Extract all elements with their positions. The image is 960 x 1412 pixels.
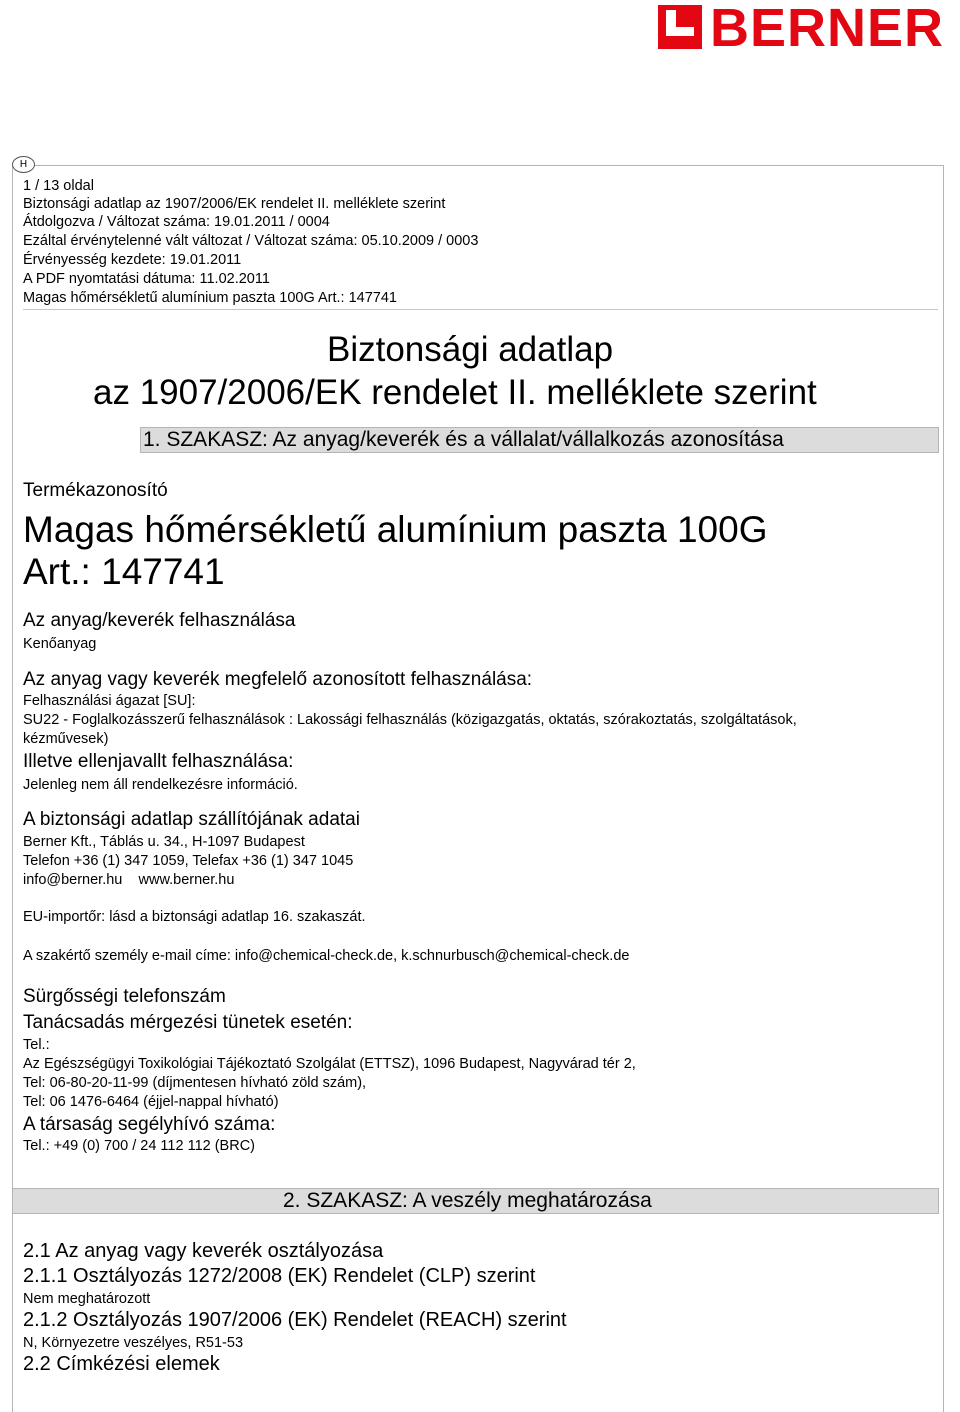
expert-email-line: A szakértő személy e-mail címe: info@chemical-check.de, k.schnurbusch@chemical-check.de [23, 948, 630, 964]
emergency-phone-label: Sürgősségi telefonszám [23, 986, 226, 1007]
header-line: Magas hőmérsékletű alumínium paszta 100G Art.: 147741 [23, 290, 397, 306]
document-title: Biztonsági adatlap [327, 330, 614, 369]
product-identifier-label: Termékazonosító [23, 480, 168, 501]
reach-value: N, Környezetre veszélyes, R51-53 [23, 1335, 244, 1351]
page-counter: 1 / 13 oldal [23, 178, 94, 194]
poison-center-phone: Tel: 06-80-20-11-99 (díjmentesen hívható zöld szám), [23, 1075, 367, 1091]
poison-advice-label: Tanácsadás mérgezési tünetek esetén: [23, 1012, 353, 1033]
reach-heading: 2.1.2 Osztályozás 1907/2006 (EK) Rendelet (REACH) szerint [23, 1309, 567, 1331]
sector-label: Felhasználási ágazat [SU]: [23, 693, 196, 709]
sector-value-cont: kézművesek) [23, 731, 109, 747]
section-2-title: 2. SZAKASZ: A veszély meghatározása [283, 1189, 652, 1212]
classification-heading: 2.1 Az anyag vagy keverék osztályozása [23, 1240, 384, 1262]
header-line: Ezáltal érvénytelenné vált változat / Változat száma: 05.10.2009 / 0003 [23, 233, 479, 249]
advised-against-label: Illetve ellenjavallt felhasználása: [23, 751, 294, 772]
section-2-header [12, 1188, 939, 1214]
supplier-label: A biztonsági adatlap szállítójának adatai [23, 809, 360, 830]
use-value: Kenőanyag [23, 636, 97, 652]
header-line: Biztonsági adatlap az 1907/2006/EK rendelet II. melléklete szerint [23, 196, 446, 212]
product-name: Magas hőmérsékletű alumínium paszta 100G [23, 509, 768, 550]
identified-use-label: Az anyag vagy keverék megfelelő azonosított felhasználása: [23, 669, 533, 690]
supplier-web-link[interactable]: www.berner.hu [138, 872, 235, 888]
eu-importer-note: EU-importőr: lásd a biztonsági adatlap 16. szakaszát. [23, 909, 366, 925]
advised-against-value: Jelenleg nem áll rendelkezésre információ. [23, 777, 298, 793]
supplier-contact [23, 871, 234, 890]
tel-label: Tel.: [23, 1037, 50, 1053]
header-divider [23, 309, 938, 310]
clp-heading: 2.1.1 Osztályozás 1272/2008 (EK) Rendelet (CLP) szerint [23, 1265, 536, 1287]
section-1-header [140, 427, 939, 453]
poison-center-line: Az Egészségügyi Toxikológiai Tájékoztató Szolgálat (ETTSZ), 1096 Budapest, Nagyvárad tér 2, [23, 1056, 636, 1072]
berner-logo-text: BERNER [710, 0, 945, 58]
supplier-address: Berner Kft., Táblás u. 34., H-1097 Budapest [23, 834, 305, 850]
poison-center-phone-24h: Tel: 06 1476-6464 (éjjel-nappal hívható) [23, 1094, 279, 1110]
header-line: Átdolgozva / Változat száma: 19.01.2011 / 0004 [23, 214, 330, 230]
company-emergency-label: A társaság segélyhívó száma: [23, 1114, 276, 1135]
header-line: A PDF nyomtatási dátuma: 11.02.2011 [23, 271, 270, 287]
supplier-email-link[interactable]: info@berner.hu [23, 872, 123, 888]
product-article-number: Art.: 147741 [23, 551, 225, 592]
use-label: Az anyag/keverék felhasználása [23, 610, 296, 631]
supplier-phone: Telefon +36 (1) 347 1059, Telefax +36 (1) 347 1045 [23, 853, 354, 869]
clp-value: Nem meghatározott [23, 1291, 151, 1307]
document-subtitle: az 1907/2006/EK rendelet II. melléklete szerint [93, 373, 817, 412]
company-emergency-phone: Tel.: +49 (0) 700 / 24 112 112 (BRC) [23, 1138, 255, 1154]
header-line: Érvényesség kezdete: 19.01.2011 [23, 252, 242, 268]
sector-value: SU22 - Foglalkozásszerű felhasználások : Lakossági felhasználás (közigazgatás, oktatás, szórakoztatás, szolgáltatások, [23, 712, 797, 728]
language-badge: H [12, 156, 35, 173]
berner-logo-mark-icon [658, 5, 702, 49]
label-elements-heading: 2.2 Címkézési elemek [23, 1353, 220, 1375]
section-1-title: 1. SZAKASZ: Az anyag/keverék és a vállalat/vállalkozás azonosítása [143, 428, 784, 451]
